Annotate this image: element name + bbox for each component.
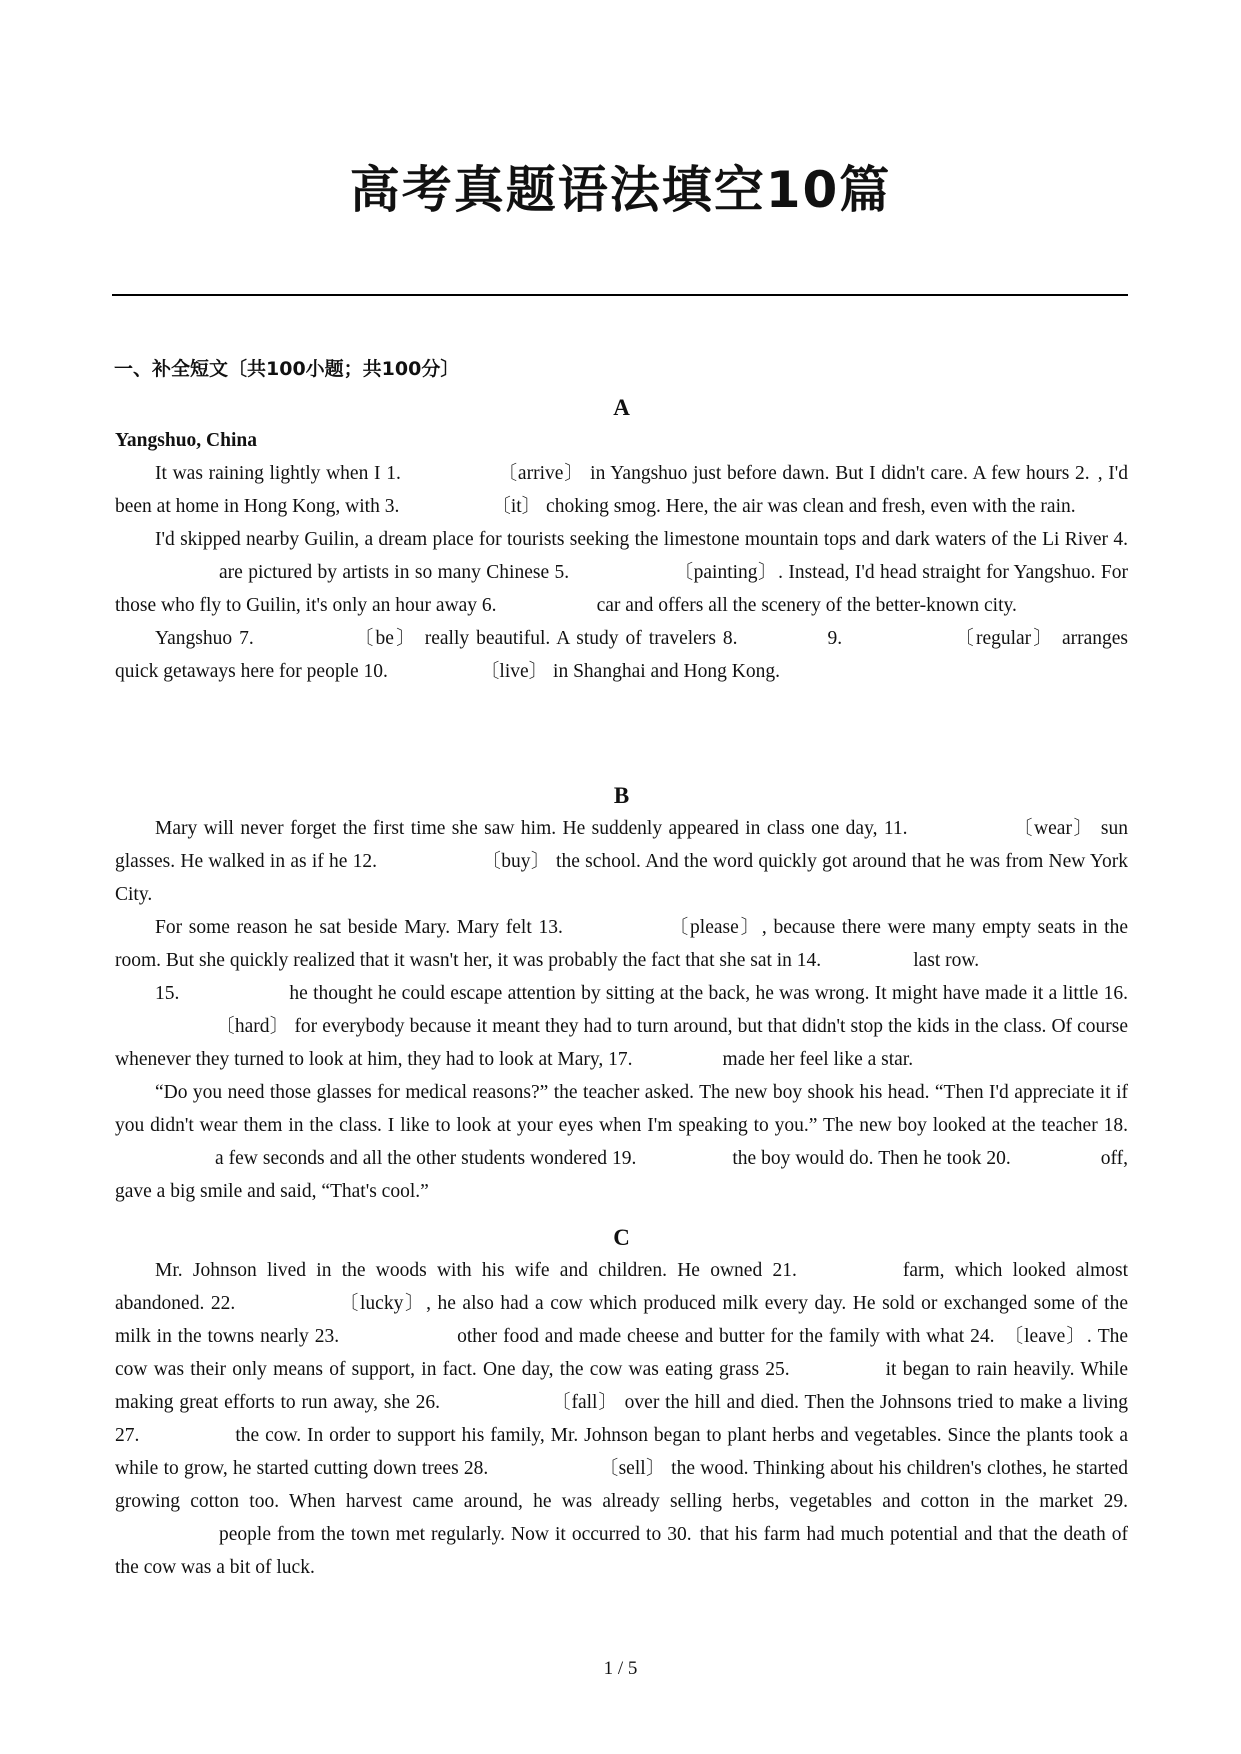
paragraph [115, 523, 1128, 622]
text-run: “Do you need those glasses for medical reasons?” the teacher asked. The new boy shook his head. “Then I'd appreciate it if you didn't wear them in the class. I like to look at your eyes when I'm speaking to you.” The new boy looked at the teacher 18. [115, 1082, 1128, 1136]
passage-a [115, 392, 1128, 688]
section-heading: 一、补全短文〔共100小题；共100分〕 [114, 358, 460, 380]
paragraph [115, 622, 1128, 688]
text-run: 〔leave〕. The cow was their only means of support, in fact. One day, the cow was eating grass 25. [115, 1326, 1129, 1380]
passage-letter: A [613, 395, 630, 420]
paragraph [115, 911, 1128, 977]
text-run: the boy would do. Then he took 20. [732, 1148, 1011, 1169]
text-run: made her feel like a star. [722, 1049, 914, 1070]
document-title: 高考真题语法填空10篇 [349, 161, 892, 219]
text-run: 〔regular〕 arranges quick getaways here for people 10. [115, 628, 1128, 682]
text-run: 〔hard〕 for everybody because it meant they had to turn around, but that didn't stop the kids in the class. Of course whenever they turned to look at him, they had to look at Mary, 17. [115, 1016, 1128, 1070]
paragraph [115, 812, 1128, 911]
text-run: 〔wear〕 sun glasses. He walked in as if he 12. [115, 818, 1128, 872]
text-run: 〔please〕, because there were many empty seats in the room. But she quickly realized that it wasn't her, it was probably the fact that she sat in 14. [115, 917, 1128, 971]
passage-subtitle: Yangshuo, China [115, 430, 257, 451]
text-run: a few seconds and all the other students wondered 19. [215, 1148, 637, 1169]
page-number: 1 / 5 [603, 1658, 638, 1679]
text-run: 9. [827, 628, 843, 649]
text-run: Mary will never forget the first time she saw him. He suddenly appeared in class one day, 11. [155, 818, 908, 839]
text-run: 〔live〕 in Shanghai and Hong Kong. [479, 661, 780, 682]
paragraph [115, 977, 1128, 1076]
text-run: It was raining lightly when I 1. [155, 463, 401, 484]
text-run: 〔buy〕 the school. And the word quickly got around that he was from New York City. [115, 851, 1128, 905]
text-run: 15. [155, 983, 180, 1004]
text-run: 〔sell〕 the wood. Thinking about his children's clothes, he started growing cotton too. When harvest came around, he was already selling herbs, vegetables and cotton in the market 29. [115, 1458, 1128, 1512]
text-run: that his farm had much potential and that the death of the cow was a bit of luck. [115, 1524, 1128, 1578]
passage-b [115, 780, 1128, 1208]
text-run: he thought he could escape attention by sitting at the back, he was wrong. It might have made it a little 16. [289, 983, 1128, 1004]
text-run: last row. [913, 950, 980, 971]
passage-letter: C [613, 1225, 630, 1250]
text-run: 〔it〕 choking smog. Here, the air was clean and fresh, even with the rain. [491, 496, 1076, 517]
title-divider [112, 294, 1128, 296]
text-run: the cow. In order to support his family, Mr. Johnson began to plant herbs and vegetables. Since the plants took a while to grow, he started cutting down trees 28. [115, 1425, 1128, 1479]
text-run: 〔arrive〕 in Yangshuo just before dawn. But I didn't care. A few hours 2. [496, 463, 1090, 484]
text-run: off, gave a big smile and said, “That's cool.” [115, 1148, 1128, 1202]
paragraph [115, 457, 1128, 523]
text-run: I'd skipped nearby Guilin, a dream place for tourists seeking the limestone mountain tops and dark waters of the Li River 4. [155, 529, 1128, 550]
text-run: other food and made cheese and butter for the family with what 24. [457, 1326, 995, 1347]
text-run: 〔be〕 really beautiful. A study of travelers 8. [351, 628, 738, 649]
text-run: 〔painting〕. Instead, I'd head straight for Yangshuo. For those who fly to Guilin, it's only an hour away 6. [115, 562, 1128, 616]
passage-letter: B [613, 783, 630, 808]
text-run: Yangshuo 7. [155, 628, 254, 649]
text-run: it began to rain heavily. While making great efforts to run away, she 26. [115, 1359, 1128, 1413]
text-run: people from the town met regularly. Now it occurred to 30. [219, 1524, 692, 1545]
text-run: farm, which looked almost abandoned. 22. [115, 1260, 1128, 1314]
text-run: car and offers all the scenery of the better-known city. [596, 595, 1017, 616]
passage-c [115, 1222, 1128, 1584]
text-run: are pictured by artists in so many Chinese 5. [219, 562, 570, 583]
text-run: 〔lucky〕, he also had a cow which produced milk every day. He sold or exchanged some of the milk in the towns nearly 23. [115, 1293, 1128, 1347]
text-run: , I'd been at home in Hong Kong, with 3. [115, 463, 1128, 517]
paragraph [115, 1254, 1128, 1584]
paragraph [115, 1076, 1128, 1208]
text-run: 〔fall〕 over the hill and died. Then the Johnsons tried to make a living 27. [115, 1392, 1128, 1446]
text-run: Mr. Johnson lived in the woods with his wife and children. He owned 21. [155, 1260, 797, 1281]
text-run: For some reason he sat beside Mary. Mary felt 13. [155, 917, 563, 938]
